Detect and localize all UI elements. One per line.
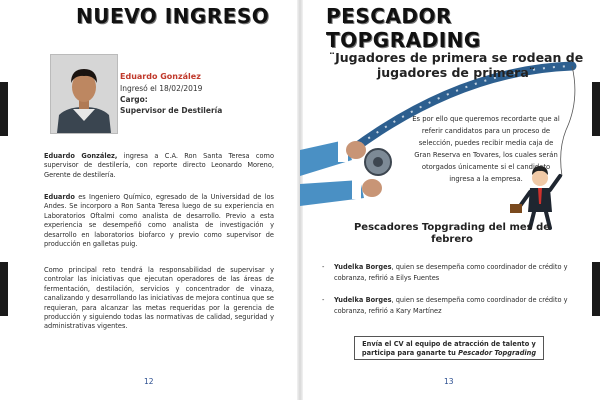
- page-number-left: 12: [144, 377, 154, 386]
- employee-name: Eduardo González: [120, 72, 201, 81]
- cta-line-1: Envía el CV al equipo de atracción de talento y: [362, 340, 536, 348]
- employee-join-date: Ingresó el 18/02/2019: [120, 84, 203, 93]
- monthly-winners-title: Pescadores Topgrading del mes de febrero: [353, 222, 551, 245]
- right-page-title: PESCADOR TOPGRADING: [326, 4, 481, 52]
- employee-role-label: Cargo:: [120, 95, 148, 104]
- intro-text: ingresa a C.A. Ron Santa Teresa como supervisor de destilería, con reporte directo Leonardo Moreno, Gerente de destilería.: [44, 152, 274, 179]
- featured-quote: ¨Jugadores de primera se rodean de jugadores de primera¨: [328, 50, 584, 80]
- bullet-dash: -: [322, 296, 325, 304]
- winner-description: , quien se desempeña como coordinador de crédito y cobranza, refirió a Kary Martínez: [334, 296, 568, 315]
- challenge-paragraph: Como principal reto tendrá la responsabilidad de supervisar y controlar las iniciativas que ejecutan operadores de las áreas de fermentación, destilación, servicios y concentrador de vinaza, canalizando y desarrollando las iniciativas de mejora continua que se requieran, para alcanzar las metas requeridas por la gerencia de producción y siguiendo todas las normativas de calidad, seguridad y administrativas vigentes.: [44, 266, 274, 331]
- page-number-right: 13: [444, 377, 454, 386]
- bullet-dash: -: [322, 263, 325, 271]
- referral-info-text: Es por ello que queremos recordarte que al referir candidatos para un proceso de selección, puedes recibir media caja de Gran Reserva en Tovares, los cuales serán otorgados únicamente si el candidato ingresa a la empresa.: [412, 115, 560, 183]
- cta-highlight: Pescador Topgrading: [458, 349, 537, 358]
- winner-list-item: [322, 295, 586, 317]
- background-bold: Eduardo: [44, 193, 75, 201]
- fishing-line: [561, 66, 575, 176]
- background-text: es Ingeniero Químico, egresado de la Universidad de los Andes. Se incorporo a Ron Santa Teresa luego de su experiencia en Laboratorios Oftalmi como analista de desarrollo. Previo a esta experiencia se desempeñó como analista de investigación y desarrollo en laboratorios biofarco y previo como supervisor de producción en galletas puig.: [44, 193, 274, 249]
- employee-role-value: Supervisor de Destilería: [120, 106, 223, 115]
- left-page-title: NUEVO INGRESO: [76, 4, 270, 28]
- fishing-reel-icon: [365, 149, 391, 175]
- cta-line-2: participa para ganarte tu: [361, 349, 459, 358]
- winner-name: Yudelka Borges: [334, 296, 392, 304]
- winner-list-item: [322, 262, 586, 284]
- intro-bold: Eduardo González,: [44, 152, 118, 160]
- cv-call-to-action-box: [354, 336, 544, 360]
- winner-name: Yudelka Borges: [334, 263, 392, 271]
- winner-description: , quien se desempeña como coordinador de crédito y cobranza, refirió a Eilys Fuentes: [334, 263, 568, 282]
